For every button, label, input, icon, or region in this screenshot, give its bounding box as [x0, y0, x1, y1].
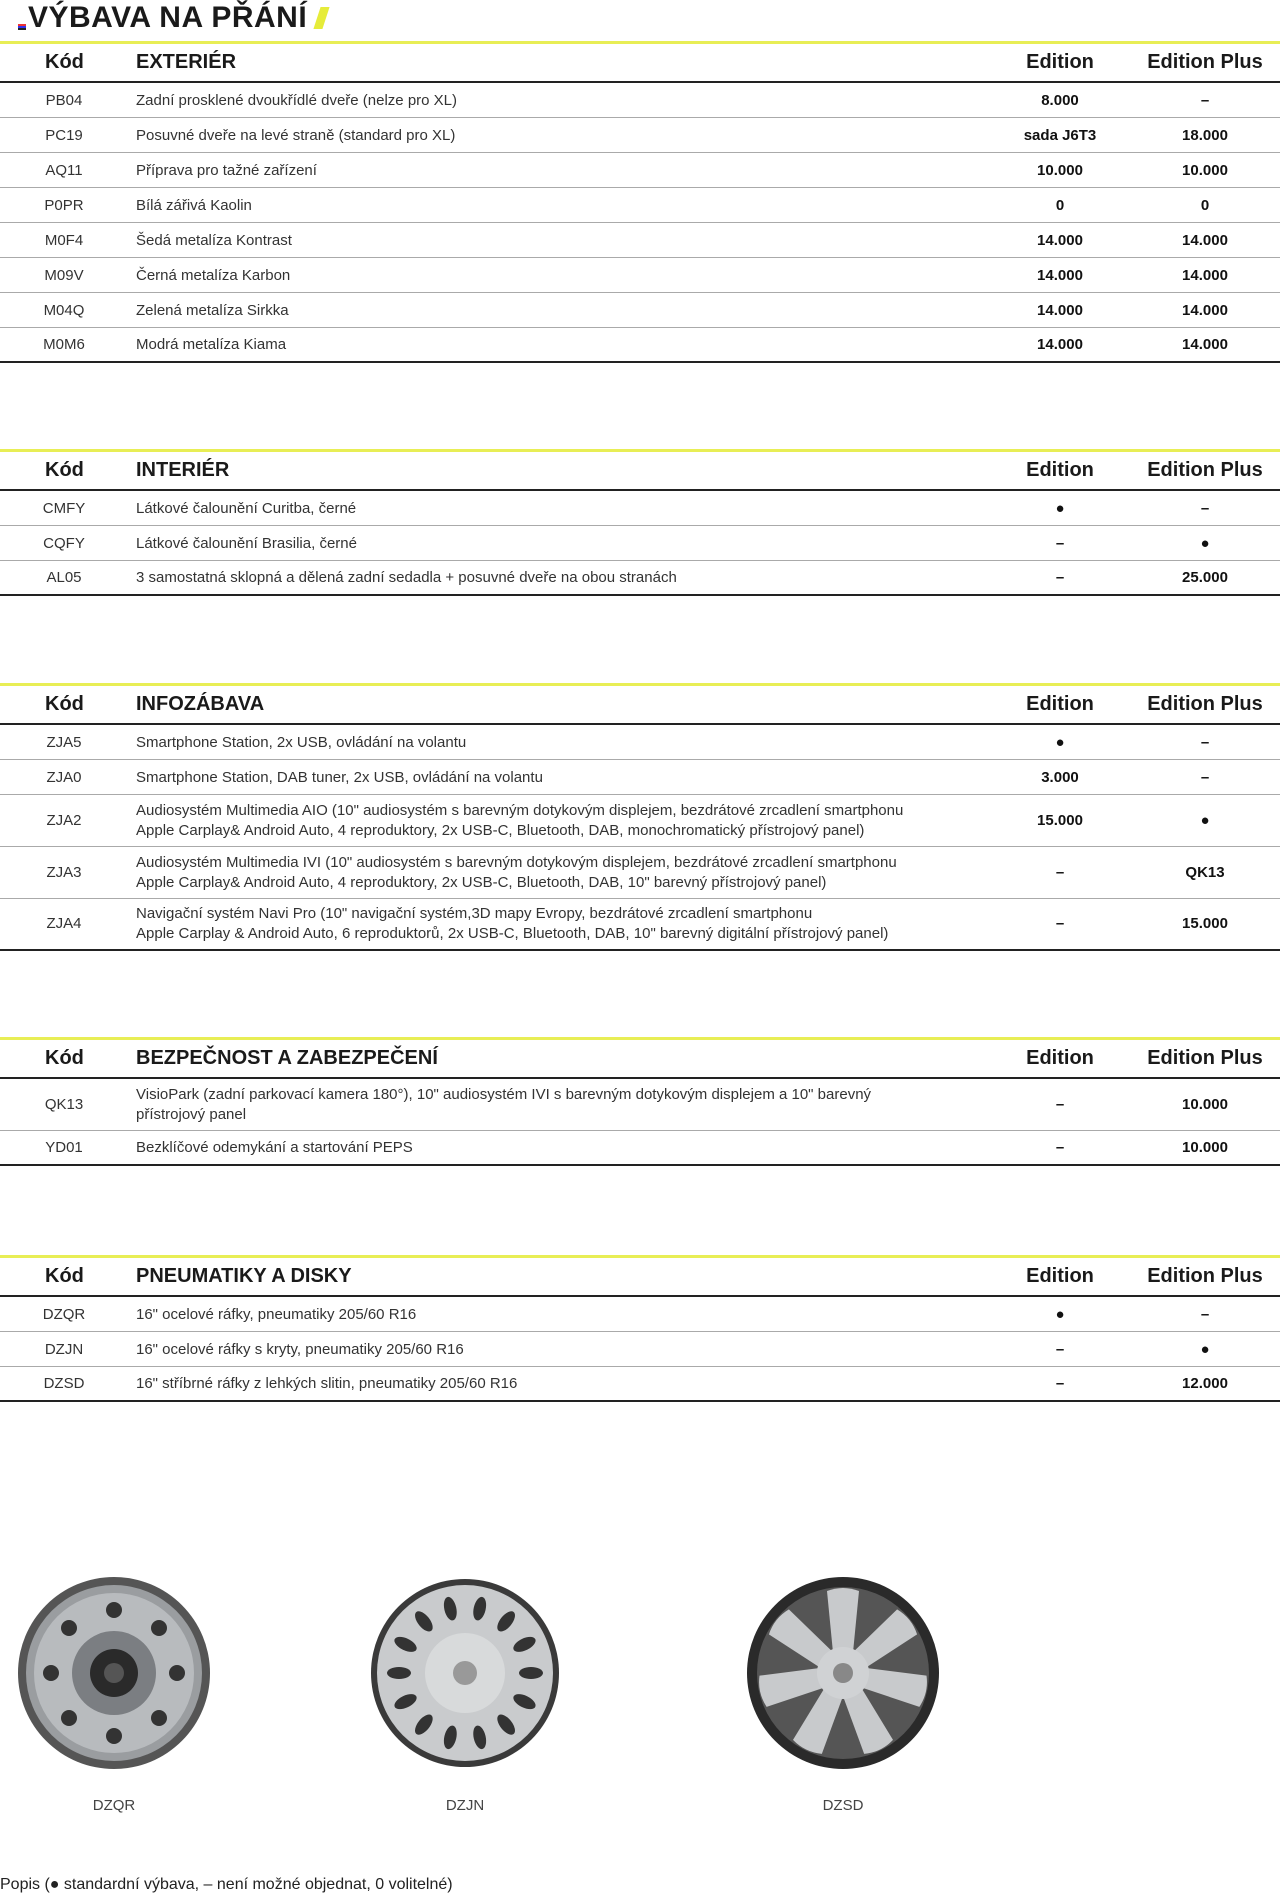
option-description: 16" stříbrné ráfky z lehkých slitin, pneumatiky 205/60 R16 [136, 1375, 518, 1392]
edition-plus-price: 18.000 [1182, 126, 1228, 144]
option-code: ZJA2 [46, 811, 82, 829]
edition-plus-price: 25.000 [1182, 569, 1228, 586]
option-code: DZSD [43, 1375, 85, 1392]
option-description: Zadní prosklené dvoukřídlé dveře (nelze pro XL) [136, 91, 458, 109]
option-code: P0PR [44, 196, 84, 214]
header-edition-plus: Edition Plus [1147, 51, 1263, 73]
option-code: ZJA0 [46, 768, 82, 786]
option-code: AQ11 [45, 161, 83, 179]
option-description: 3 samostatná sklopná a dělená zadní sedadla + posuvné dveře na obou stranách [136, 569, 677, 586]
option-code: ZJA3 [46, 863, 82, 881]
table-row [0, 153, 1280, 188]
option-description: Modrá metalíza Kiama [136, 336, 287, 353]
table-row [0, 118, 1280, 153]
edition-price: sada J6T3 [1023, 126, 1097, 144]
edition-price: – [1055, 863, 1065, 881]
table-row [0, 526, 1280, 561]
table-row [0, 561, 1280, 596]
wheel-label: DZQR [92, 1797, 136, 1814]
wheel-dzjn [365, 1575, 565, 1814]
edition-plus-price: QK13 [1185, 863, 1225, 881]
edition-plus-price: 14.000 [1182, 301, 1228, 319]
edition-price: – [1055, 1340, 1065, 1358]
option-code: DZJN [44, 1340, 84, 1358]
option-description: Navigační systém Navi Pro (10" navigační systém,3D mapy Evropy, bezdrátové zrcadlení smartphonu Apple Carplay & Android Auto, 6 reproduktorů, 2x USB-C, Bluetooth, DAB, 10" barevný digitální přístrojový panel) [136, 905, 889, 942]
header-edition: Edition [1026, 459, 1094, 481]
accent-slash [314, 7, 330, 29]
table-row [0, 1332, 1280, 1367]
option-code: CQFY [43, 534, 85, 552]
options-table [0, 1037, 1280, 1166]
header-code: Kód [45, 459, 84, 481]
table-header [0, 1258, 1280, 1297]
edition-price: – [1055, 569, 1065, 586]
option-description: Látkové čalounění Brasilia, černé [136, 534, 357, 552]
option-description: Zelená metalíza Sirkka [136, 301, 289, 319]
table-row [0, 293, 1280, 328]
edition-plus-price: 0 [1200, 196, 1210, 214]
edition-plus-price: – [1200, 733, 1210, 751]
edition-plus-price: ● [1200, 811, 1210, 829]
table-row [0, 491, 1280, 526]
table-row [0, 223, 1280, 258]
edition-price: 14.000 [1037, 301, 1083, 319]
option-code: CMFY [42, 499, 86, 517]
edition-plus-price: 14.000 [1182, 231, 1228, 249]
edition-price: 8.000 [1041, 91, 1079, 109]
header-category: BEZPEČNOST A ZABEZPEČENÍ [136, 1047, 438, 1069]
wheel-dzqr [14, 1575, 214, 1814]
header-code: Kód [45, 1265, 84, 1287]
table-row [0, 328, 1280, 363]
header-edition-plus: Edition Plus [1147, 693, 1263, 715]
edition-price: 14.000 [1037, 266, 1083, 284]
edition-plus-price: 10.000 [1182, 1139, 1228, 1156]
edition-plus-price: – [1200, 91, 1210, 109]
table-row [0, 1297, 1280, 1332]
option-description: Černá metalíza Karbon [136, 266, 291, 284]
header-category: PNEUMATIKY A DISKY [136, 1265, 352, 1287]
option-code: ZJA5 [46, 733, 82, 751]
edition-price: – [1055, 915, 1065, 932]
options-table [0, 1255, 1280, 1402]
title-text: VÝBAVA NA PŘÁNÍ [28, 1, 308, 34]
table-row [0, 847, 1280, 899]
option-code: PB04 [45, 91, 83, 109]
options-table [0, 449, 1280, 596]
wheel-label: DZSD [822, 1797, 864, 1814]
option-description: Bílá zářivá Kaolin [136, 196, 252, 214]
logo-mark [18, 24, 26, 30]
table-row [0, 83, 1280, 118]
edition-plus-price: – [1200, 1305, 1210, 1323]
option-code: PC19 [45, 126, 83, 144]
option-description: VisioPark (zadní parkovací kamera 180°), 10" audiosystém IVI s barevným dotykovým displejem a 10" barevný přístrojový panel [136, 1085, 872, 1123]
edition-price: 14.000 [1037, 336, 1083, 353]
edition-price: – [1055, 1095, 1065, 1113]
edition-price: 0 [1055, 196, 1065, 214]
edition-plus-price: ● [1200, 1340, 1210, 1358]
steel-wheel-image [16, 1575, 212, 1771]
options-table [0, 683, 1280, 951]
edition-plus-price: 10.000 [1182, 1095, 1228, 1113]
edition-plus-price: 14.000 [1182, 336, 1228, 353]
header-edition: Edition [1026, 1047, 1094, 1069]
option-code: M04Q [43, 301, 85, 319]
header-category: INFOZÁBAVA [136, 693, 265, 715]
option-code: YD01 [45, 1139, 83, 1156]
table-row [0, 1367, 1280, 1402]
table-header [0, 44, 1280, 83]
wheel-dzsd [743, 1575, 943, 1814]
edition-price: 10.000 [1037, 161, 1083, 179]
options-table [0, 41, 1280, 363]
edition-plus-price: 15.000 [1182, 915, 1228, 932]
header-edition-plus: Edition Plus [1147, 459, 1263, 481]
option-description: Smartphone Station, 2x USB, ovládání na volantu [136, 733, 467, 751]
option-description: Látkové čalounění Curitba, černé [136, 499, 357, 517]
edition-price: – [1055, 1375, 1065, 1392]
option-description: Posuvné dveře na levé straně (standard pro XL) [136, 126, 456, 144]
option-description: Šedá metalíza Kontrast [136, 231, 292, 249]
edition-price: ● [1055, 499, 1065, 517]
table-row [0, 725, 1280, 760]
option-code: ZJA4 [46, 915, 82, 932]
table-row [0, 188, 1280, 223]
table-row [0, 1079, 1280, 1131]
edition-price: – [1055, 1139, 1065, 1156]
option-code: M0F4 [44, 231, 84, 249]
header-code: Kód [45, 693, 84, 715]
table-header [0, 1040, 1280, 1079]
header-edition-plus: Edition Plus [1147, 1047, 1263, 1069]
table-row [0, 1131, 1280, 1166]
edition-plus-price: 14.000 [1182, 266, 1228, 284]
header-code: Kód [45, 51, 84, 73]
header-edition: Edition [1026, 693, 1094, 715]
option-description: 16" ocelové ráfky s kryty, pneumatiky 205/60 R16 [136, 1340, 464, 1358]
edition-plus-price: – [1200, 499, 1210, 517]
hubcap-wheel-image [367, 1575, 563, 1771]
edition-price: 15.000 [1037, 811, 1083, 829]
edition-price: 14.000 [1037, 231, 1083, 249]
option-code: DZQR [42, 1305, 86, 1323]
option-description: Bezklíčové odemykání a startování PEPS [136, 1139, 413, 1156]
option-description: Příprava pro tažné zařízení [136, 161, 317, 179]
header-edition: Edition [1026, 1265, 1094, 1287]
option-description: 16" ocelové ráfky, pneumatiky 205/60 R16 [136, 1305, 417, 1323]
edition-plus-price: ● [1200, 534, 1210, 552]
table-row [0, 258, 1280, 293]
option-code: QK13 [44, 1095, 84, 1113]
legend-footnote: Popis (● standardní výbava, – není možné objednat, 0 volitelné) [0, 1876, 453, 1893]
table-row [0, 760, 1280, 795]
header-category: EXTERIÉR [136, 51, 237, 73]
edition-price: ● [1055, 733, 1065, 751]
table-row [0, 899, 1280, 951]
edition-plus-price: 10.000 [1182, 161, 1228, 179]
option-code: M09V [44, 266, 84, 284]
alloy-wheel-image [745, 1575, 941, 1771]
header-edition-plus: Edition Plus [1147, 1265, 1263, 1287]
header-edition: Edition [1026, 51, 1094, 73]
edition-plus-price: 12.000 [1182, 1375, 1228, 1392]
page-title [18, 0, 326, 36]
edition-price: – [1055, 534, 1065, 552]
edition-price: ● [1055, 1305, 1065, 1323]
table-header [0, 452, 1280, 491]
table-row [0, 795, 1280, 847]
header-code: Kód [45, 1047, 84, 1069]
edition-price: 3.000 [1041, 768, 1079, 786]
option-code: AL05 [46, 569, 82, 586]
wheel-label: DZJN [445, 1797, 485, 1814]
option-description: Audiosystém Multimedia IVI (10" audiosystém s barevným dotykovým displejem, bezdrátové zrcadlení smartphonu Apple Carplay& Android Auto, 4 reproduktory, 2x USB-C, Bluetooth, DAB, 10" barevný přístrojový panel) [136, 853, 897, 891]
header-category: INTERIÉR [136, 459, 230, 481]
table-header [0, 686, 1280, 725]
option-description: Audiosystém Multimedia AIO (10" audiosystém s barevným dotykovým displejem, bezdrátové zrcadlení smartphonu Apple Carplay& Android Auto, 4 reproduktory, 2x USB-C, Bluetooth, DAB, monochromatický přístrojový panel) [136, 801, 904, 839]
option-code: M0M6 [43, 336, 85, 353]
option-description: Smartphone Station, DAB tuner, 2x USB, ovládání na volantu [136, 768, 543, 786]
edition-plus-price: – [1200, 768, 1210, 786]
